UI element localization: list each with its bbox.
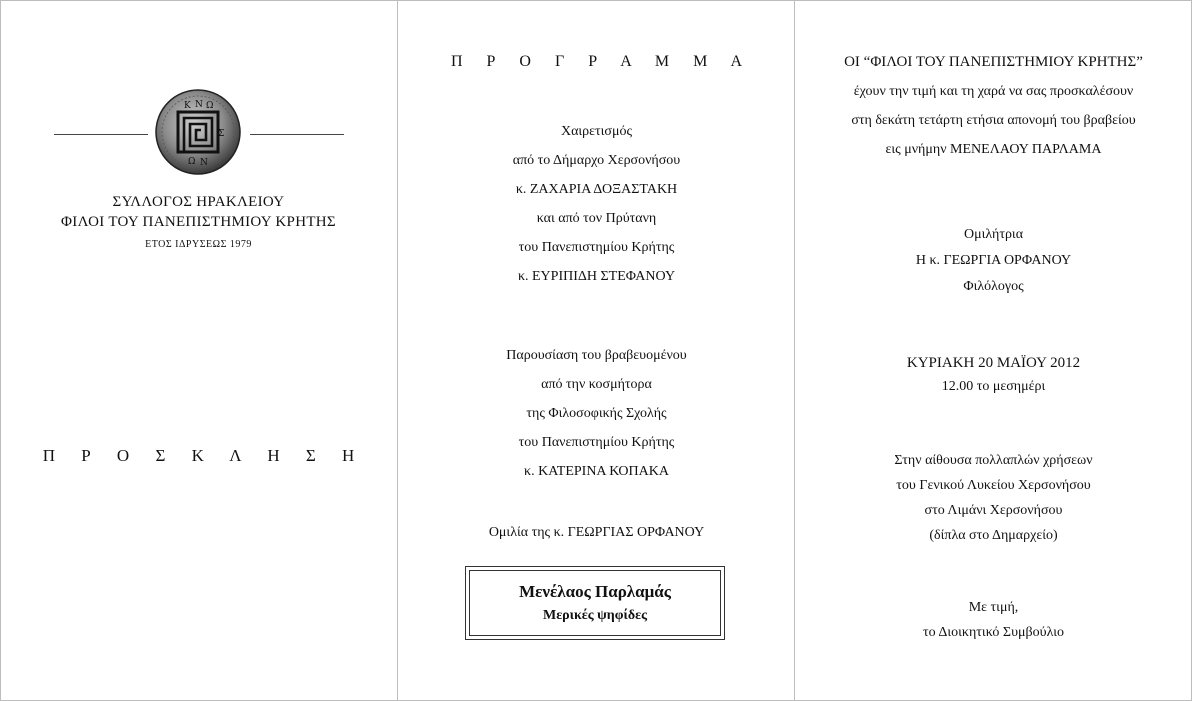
text-line: από την κοσμήτορα [541,377,652,392]
book-title: Μενέλαος Παρλαμάς [519,582,671,601]
org-name-line1: ΣΥΛΛΟΓΟΣ ΗΡΑΚΛΕΙΟΥ [112,194,285,210]
text-line: (δίπλα στο Δημαρχείο) [929,528,1058,543]
text-line: κ. ΚΑΤΕΡΙΝΑ ΚΟΠΑΚΑ [524,464,669,479]
programme-heading: Π Ρ Ο Γ Ρ Α Μ Μ Α [450,53,753,70]
text-line: κ. ΖΑΧΑΡΙΑ ΔΟΞΑΣΤΑΚΗ [515,182,678,197]
text-line: του Πανεπιστημίου Κρήτης [518,435,675,450]
closing-block [795,595,1192,645]
presentation-block [398,341,795,486]
text-line: στο Λιμάνι Χερσονήσου [924,503,1063,518]
book-box [465,566,725,640]
cover-panel [0,0,397,701]
text-line: εις μνήμην ΜΕΝΕΛΑΟΥ ΠΑΡΛΑΜΑ [885,142,1102,157]
seal-letter: Σ [218,129,225,139]
intro-block [795,48,1192,164]
text-line: από το Δήμαρχο Χερσονήσου [512,153,681,168]
seal-letter: Ν [200,158,208,168]
event-time: 12.00 το μεσημέρι [941,379,1046,394]
programme-panel [397,0,795,701]
divider-left [54,134,148,135]
text-line: Με τιμή, [968,600,1019,615]
text-line: Παρουσίαση του βραβευομένου [506,348,687,363]
invitation-details-panel [794,0,1192,701]
speaker-block [795,222,1192,300]
seal-letter: Ω [188,157,196,167]
knossos-coin-seal [154,88,242,176]
text-line: του Πανεπιστημίου Κρήτης [518,240,675,255]
text-line: Φιλόλογος [963,279,1024,294]
greeting-block [398,117,795,291]
text-line: της Φιλοσοφικής Σχολής [526,406,667,421]
seal-letter: Κ [184,101,191,111]
text-line: ΟΙ “ΦΙΛΟΙ ΤΟΥ ΠΑΝΕΠΙΣΤΗΜΙΟΥ ΚΡΗΤΗΣ” [844,54,1143,70]
text-line: στη δεκάτη τετάρτη ετήσια απονομή του βραβείου [851,113,1136,128]
text-line: του Γενικού Λυκείου Χερσονήσου [896,478,1091,493]
text-line: και από τον Πρύτανη [536,211,657,226]
text-line: Χαιρετισμός [560,124,633,139]
text-line: Η κ. ΓΕΩΡΓΙΑ ΟΡΦΑΝΟΥ [915,253,1072,268]
text-line: Στην αίθουσα πολλαπλών χρήσεων [894,453,1093,468]
venue-block [795,448,1192,548]
text-line: έχουν την τιμή και τη χαρά να σας προσκαλέσουν [853,84,1134,99]
text-line: Ομιλήτρια [963,227,1024,242]
founded-year: ΕΤΟΣ ΙΔΡΥΣΕΩΣ 1979 [145,239,252,250]
text-line: κ. ΕΥΡΙΠΙΔΗ ΣΤΕΦΑΝΟΥ [517,269,676,284]
speech-line: Ομιλία της κ. ΓΕΩΡΓΙΑΣ ΟΡΦΑΝΟΥ [488,525,705,540]
text-line: το Διοικητικό Συμβούλιο [923,625,1064,640]
seal-letter: Ω [206,101,214,111]
seal-letter: Ν [195,100,203,110]
invitation-title: Π Ρ Ο Σ Κ Λ Η Σ Η [42,446,366,465]
event-date: ΚΥΡΙΑΚΗ 20 ΜΑΪΟΥ 2012 [906,355,1081,371]
emblem-area [0,88,397,178]
org-name-line2: ΦΙΛΟΙ ΤΟΥ ΠΑΝΕΠΙΣΤΗΜΙΟΥ ΚΡΗΤΗΣ [61,214,336,230]
divider-right [250,134,344,135]
book-subtitle: Μερικές ψηφίδες [542,608,647,623]
